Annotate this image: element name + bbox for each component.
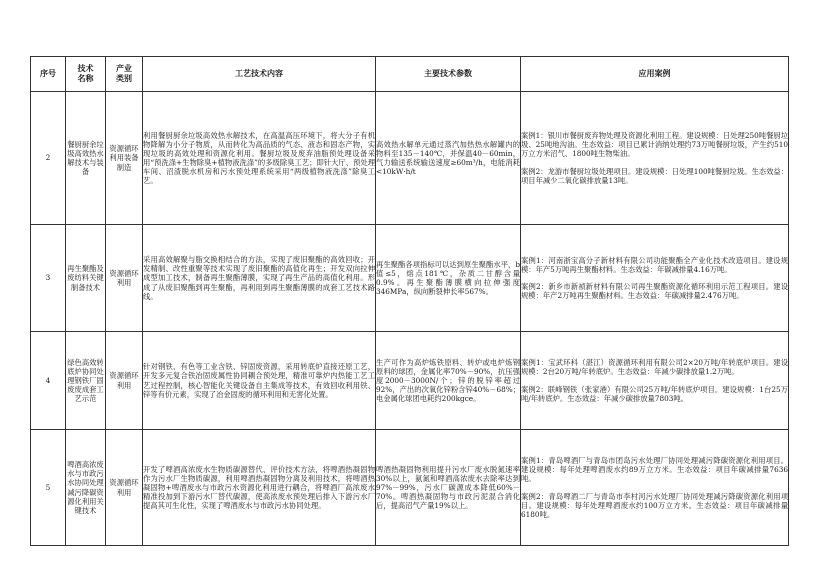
row-num: 3 bbox=[31, 225, 66, 332]
main-params: 高效热水解单元通过蒸汽加热热水解罐内的物料至135－140℃，并保温40－60min，气力输送系统输送速度≥60m³/h，电能消耗<10kW·h/t bbox=[376, 92, 521, 225]
header-row bbox=[31, 57, 789, 92]
case-item: 案例1：河南浙宝高分子新材料有限公司功能聚酯全产业化技术改造项目。建设规模：年产5万吨再生聚酯材料。生态效益：年碳减排量4.16万吨。 bbox=[521, 255, 788, 274]
tech-name: 餐厨厨余垃圾高效热水解技术与装备 bbox=[66, 92, 106, 225]
table-row bbox=[31, 332, 789, 430]
table-row bbox=[31, 430, 789, 546]
header-cases: 应用案例 bbox=[521, 57, 789, 92]
header-num: 序号 bbox=[31, 57, 66, 92]
process-content: 针对钢铁、有色等工业含铁、锌固废资源，采用转底炉直接还原工艺，开发多元复合铁冶固废属性协同耦合预处理，精准可靠炉内热能工艺工艺过程控制，核心智能化关键设备自主集成等技术，有效回收利用铁、锌等有价元素，实现了冶金固废的循环利用和无害化处置。 bbox=[143, 332, 376, 430]
tech-name: 啤酒高浓废水与市政污水协同处理减污降碳资源化利用关键技术 bbox=[66, 430, 106, 546]
industry-category: 资源循环利用 bbox=[106, 332, 143, 430]
header-params: 主要技术参数 bbox=[376, 57, 521, 92]
case-item: 案例1：银川市餐厨废弃物处理及资源化利用工程。建设规模：日处理250吨餐厨垃圾、25吨地沟油。生态效益：项目已累计消纳处理约73万吨餐厨垃圾，产生约510万立方米沼气、1800吨生物柴油。 bbox=[521, 131, 788, 159]
application-cases bbox=[521, 92, 789, 225]
application-cases bbox=[521, 430, 789, 546]
process-content: 开发了啤酒高浓废水生物质碳源替代、评价技术方法，将啤酒热凝固物作为污水厂生物质碳源，利用啤酒热凝固物分离及利用技术，将啤酒热凝固物+啤酒废水与市政污水资源化利用进行耦合，将啤酒厂高浓废水精准投加到下游污水厂替代碳源，使高浓废水预处理后排入下游污水厂提高其可生化性，实现了啤酒废水与市政污水协同处理。 bbox=[143, 430, 376, 546]
case-item: 案例1：宝武环科（湛江）资源循环利用有限公司2×20万吨/年转底炉项目。建设规模：2台20万吨/年转底炉。生态效益：年减少碳排放量1.2万吨。 bbox=[521, 358, 788, 377]
case-item: 案例2：龙游市餐厨垃圾处理项目。建设规模：日处理100吨餐厨垃圾。生态效益：项目年减少二氧化碳排放量13吨。 bbox=[521, 166, 788, 185]
tech-name: 绿色高效转底炉协同处理钢铁厂固废废成套工艺示范 bbox=[66, 332, 106, 430]
application-cases bbox=[521, 332, 789, 430]
industry-category: 资源循环利用 bbox=[106, 225, 143, 332]
process-content: 采用高效解聚与脂交换相结合的方法，实现了废旧聚酯的高效回收；开发精制、改性重聚等技术实现了废旧聚酯的高值化再生；开发双向拉伸成型加工技术，制备再生聚酯薄膜，实现了再生产品的高值化利用。形成了从废旧聚酯到再生聚酯，再利用到再生聚酯薄膜的成套工艺技术路线。 bbox=[143, 225, 376, 332]
tech-name: 再生聚酯及废纺料关键制备技术 bbox=[66, 225, 106, 332]
tech-catalog-table bbox=[30, 56, 789, 546]
case-item: 案例2：新乡市新祯新材料有限公司再生聚酯资源化循环利用示范工程项目。建设规模：年产2万吨再生聚酯材料。生态效益：年碳减排量2.476万吨。 bbox=[521, 282, 788, 301]
header-category: 产业 类别 bbox=[106, 57, 143, 92]
table-row bbox=[31, 92, 789, 225]
row-num: 4 bbox=[31, 332, 66, 430]
industry-category: 资源循环利用 bbox=[106, 430, 143, 546]
row-num: 2 bbox=[31, 92, 66, 225]
process-content: 利用餐厨厨余垃圾高效热水解技术，在高温高压环境下，将大分子有机物降解为小分子物质，从而转化为高品质的气态、液态和固态产物，实现垃圾的高效处理和资源化利用。餐厨垃圾及废弃油脂预处理设备采用“预洗涤+生物除臭+植物液洗涤”的多级除臭工艺；即针大厅、预处理车间、沼渣脱水机房和污水预处理系统采用“两级植物液洗涤”除臭工艺。 bbox=[143, 92, 376, 225]
main-params: 再生聚酯各项指标可以达到原生聚酯水平，b值≤5，熔点181℃，杂质二甘醇含量0.9%。再生聚酯薄膜横向拉伸强度346MPa，纵向断裂伸长率567%。 bbox=[376, 225, 521, 332]
industry-category: 资源循环利用装备制造 bbox=[106, 92, 143, 225]
case-item: 案例2：青岛啤酒二厂与青岛市李村河污水处理厂协同处理减污降碳资源化利用项目。建设规模：每年处理啤酒废水约100万立方米。生态效益：项目年碳减排量6180吨。 bbox=[521, 491, 788, 519]
case-item: 案例1：青岛啤酒厂与青岛市团岛污水处理厂协同处理减污降碳资源化利用项目。建设规模：每年处理啤酒废水约89万立方米。生态效益：项目年碳减排量7636吨。 bbox=[521, 456, 788, 484]
header-name: 技术 名称 bbox=[66, 57, 106, 92]
main-params: 啤酒热凝固物利用提升污水厂废水脱氮速率30%以上，氨氮和啤酒高浓废水去除率达到97%－99%，污水厂碳源成本降低60%－70%。啤酒热凝固物与市政污泥混合消化后，提高沼气产量19%以上。 bbox=[376, 430, 521, 546]
main-params: 生产可作为高炉炼铁原料、转炉或电炉炼钢原料的球团，金属化率70%－90%，抗压强度2000－3000N/个；锌的脱锌率超过92%，产出的次氧化锌粉含锌40%－68%；电金属化球团电耗约200kgce。 bbox=[376, 332, 521, 430]
header-process: 工艺技术内容 bbox=[143, 57, 376, 92]
table-row bbox=[31, 225, 789, 332]
case-item: 案例2：联峰钢铁（张家港）有限公司25万吨/年转底炉项目。建设规模：1台25万吨/年转底炉。生态效益：年减少碳排放量7803吨。 bbox=[521, 384, 788, 403]
row-num: 5 bbox=[31, 430, 66, 546]
application-cases bbox=[521, 225, 789, 332]
